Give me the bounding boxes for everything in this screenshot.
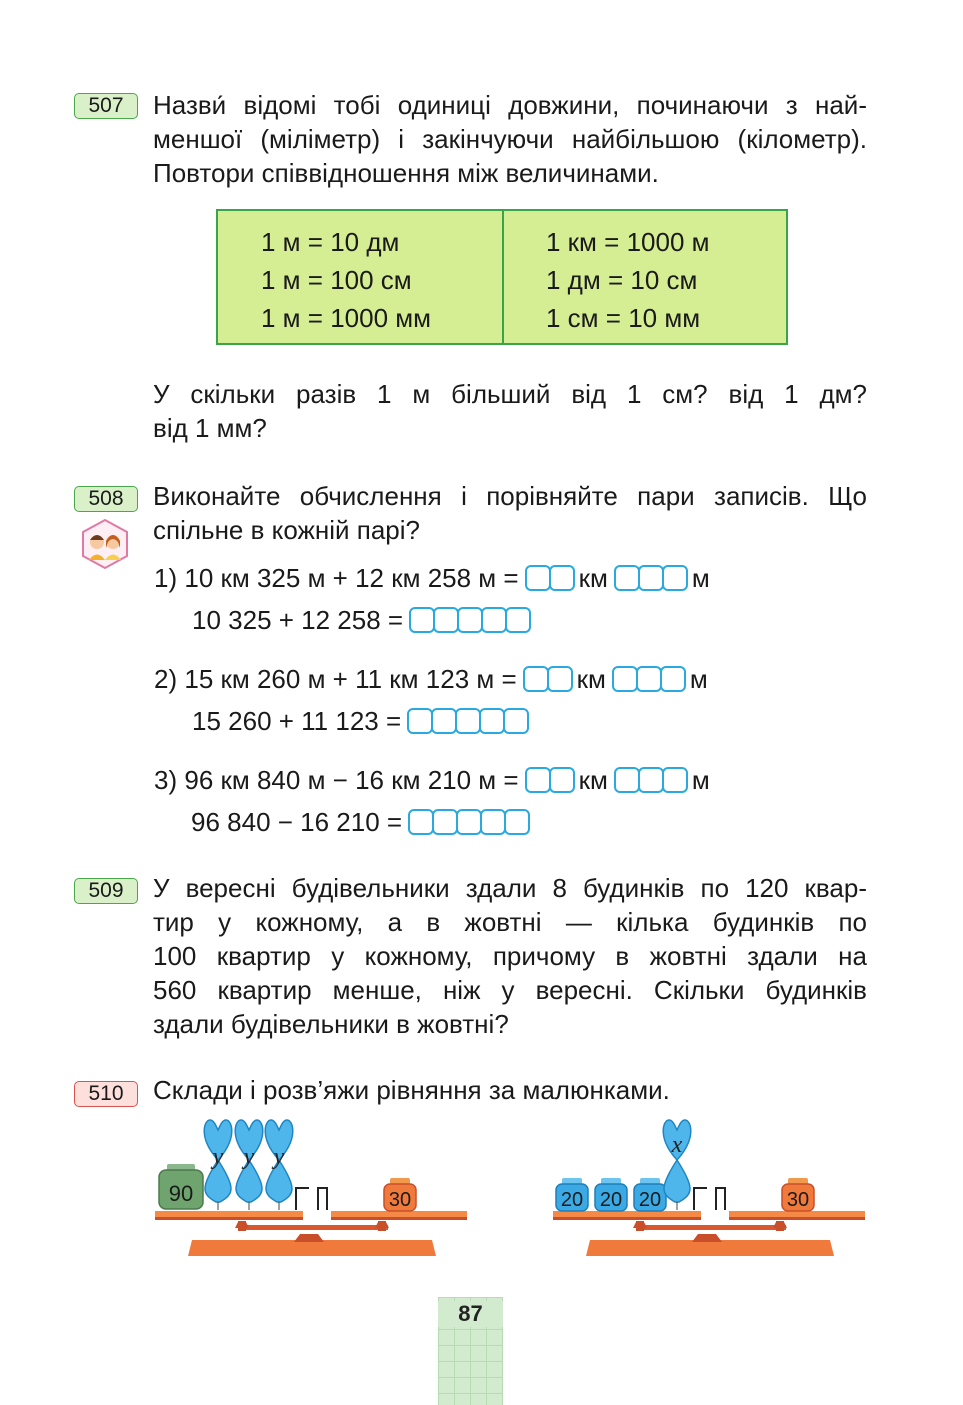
exercise-number-509: 509 bbox=[74, 878, 138, 904]
text-line: від 1 мм? bbox=[153, 413, 267, 443]
exercise-508-text bbox=[153, 479, 867, 547]
balloon-y-2 bbox=[235, 1120, 263, 1210]
answer-m-boxes[interactable] bbox=[612, 666, 684, 692]
pair-work-icon bbox=[79, 518, 131, 570]
text-line: 100 квартир у кожному, причому в жовтні здали на bbox=[153, 941, 867, 971]
unit-km: км bbox=[578, 563, 608, 593]
item-plain-expression: 15 260 + 11 123 = bbox=[192, 706, 402, 736]
balloon-variable: y bbox=[243, 1144, 255, 1170]
exercise-507-question bbox=[153, 377, 867, 445]
item-plain-expression: 96 840 − 16 210 = bbox=[191, 807, 403, 837]
text-line: здали будівельники в жовтні? bbox=[153, 1009, 509, 1039]
unit-m: м bbox=[691, 765, 710, 795]
text-line: 560 квартир менше, ніж у вересні. Скільки будинків bbox=[153, 975, 867, 1005]
scale-base bbox=[188, 1240, 436, 1256]
table-cell: 1 м = 1000 мм bbox=[261, 303, 432, 333]
table-cell: 1 см = 10 мм bbox=[546, 303, 701, 333]
exercise-number-507: 507 bbox=[74, 93, 138, 119]
weight-20-3 bbox=[634, 1178, 666, 1211]
text-line: У вересні будівельники здали 8 будинків по 120 квар- bbox=[153, 873, 867, 903]
balloon-y-1 bbox=[204, 1120, 232, 1210]
table-divider bbox=[502, 211, 504, 343]
text-line: тир у кожному, а в жовтні — кілька будинків по bbox=[153, 907, 867, 937]
table-cell: 1 дм = 10 см bbox=[546, 265, 698, 295]
weight-20-2 bbox=[595, 1178, 627, 1211]
answer-km-boxes[interactable] bbox=[525, 767, 573, 793]
unit-m: м bbox=[689, 664, 708, 694]
item-expression: 15 км 260 м + 11 км 123 м = bbox=[184, 664, 517, 694]
answer-m-boxes[interactable] bbox=[614, 767, 686, 793]
unit-km: км bbox=[576, 664, 606, 694]
table-cell: 1 км = 1000 м bbox=[546, 227, 710, 257]
text-line: Назви́ відомі тобі одиниці довжини, починаючи з най- bbox=[153, 90, 867, 120]
weight-label: 20 bbox=[560, 1189, 584, 1211]
unit-km: км bbox=[578, 765, 608, 795]
units-table bbox=[216, 209, 788, 345]
table-left-column bbox=[261, 223, 431, 337]
weight-label: 20 bbox=[599, 1189, 623, 1211]
weight-label: 30 bbox=[388, 1189, 412, 1211]
balance-scale-2 bbox=[548, 1118, 870, 1260]
answer-km-boxes[interactable] bbox=[525, 565, 573, 591]
text-line: меншої (міліметр) і закінчуючи найбільшою (кілометр). bbox=[153, 124, 867, 154]
balloon-variable: x bbox=[671, 1132, 683, 1158]
exercise-number-508: 508 bbox=[74, 486, 138, 512]
answer-m-boxes[interactable] bbox=[614, 565, 686, 591]
exercise-number-510: 510 bbox=[74, 1081, 138, 1107]
exercise-509-text bbox=[153, 871, 867, 1041]
text-line: спільне в кожній парі? bbox=[153, 515, 420, 545]
exercise-508-item-2 bbox=[154, 662, 708, 696]
exercise-508-item-3-plain bbox=[191, 805, 534, 839]
balloon-x bbox=[663, 1120, 691, 1210]
item-label: 2) bbox=[154, 664, 178, 694]
text-line: Виконайте обчислення і порівняйте пари записів. Що bbox=[153, 481, 867, 511]
text-line: Повтори співвідношення між величинами. bbox=[153, 158, 659, 188]
balloon-y-3 bbox=[265, 1120, 293, 1210]
table-right-column bbox=[546, 223, 710, 337]
exercise-507-text bbox=[153, 88, 867, 190]
answer-km-boxes[interactable] bbox=[523, 666, 571, 692]
balloon-variable: y bbox=[212, 1144, 224, 1170]
unit-m: м bbox=[691, 563, 710, 593]
scale-base bbox=[586, 1240, 834, 1256]
weight-20-1 bbox=[556, 1178, 588, 1211]
answer-boxes[interactable] bbox=[409, 607, 529, 633]
item-expression: 10 км 325 м + 12 км 258 м = bbox=[184, 563, 519, 593]
balloon-variable: y bbox=[273, 1144, 285, 1170]
table-cell: 1 м = 100 см bbox=[261, 265, 412, 295]
weight-label: 90 bbox=[168, 1181, 194, 1206]
item-plain-expression: 10 325 + 12 258 = bbox=[192, 605, 404, 635]
weight-label: 30 bbox=[786, 1189, 810, 1211]
balance-scale-1 bbox=[150, 1118, 472, 1260]
weight-label: 20 bbox=[638, 1189, 662, 1211]
item-label: 3) bbox=[154, 765, 178, 795]
item-label: 1) bbox=[154, 563, 178, 593]
exercise-508-item-1 bbox=[154, 561, 710, 595]
page-number-box bbox=[438, 1297, 503, 1405]
exercise-508-item-1-plain bbox=[192, 603, 535, 637]
exercise-508-item-2-plain bbox=[192, 704, 533, 738]
answer-boxes[interactable] bbox=[407, 708, 527, 734]
text-line: У скільки разів 1 м більший від 1 см? від 1 дм? bbox=[153, 379, 867, 409]
answer-boxes[interactable] bbox=[408, 809, 528, 835]
page-number: 87 bbox=[438, 1301, 503, 1327]
item-expression: 96 км 840 м − 16 км 210 м = bbox=[184, 765, 519, 795]
exercise-508-item-3 bbox=[154, 763, 710, 797]
exercise-510-text bbox=[153, 1073, 867, 1107]
text-line: Склади і розв’яжи рівняння за малюнками. bbox=[153, 1075, 670, 1105]
table-cell: 1 м = 10 дм bbox=[261, 227, 400, 257]
